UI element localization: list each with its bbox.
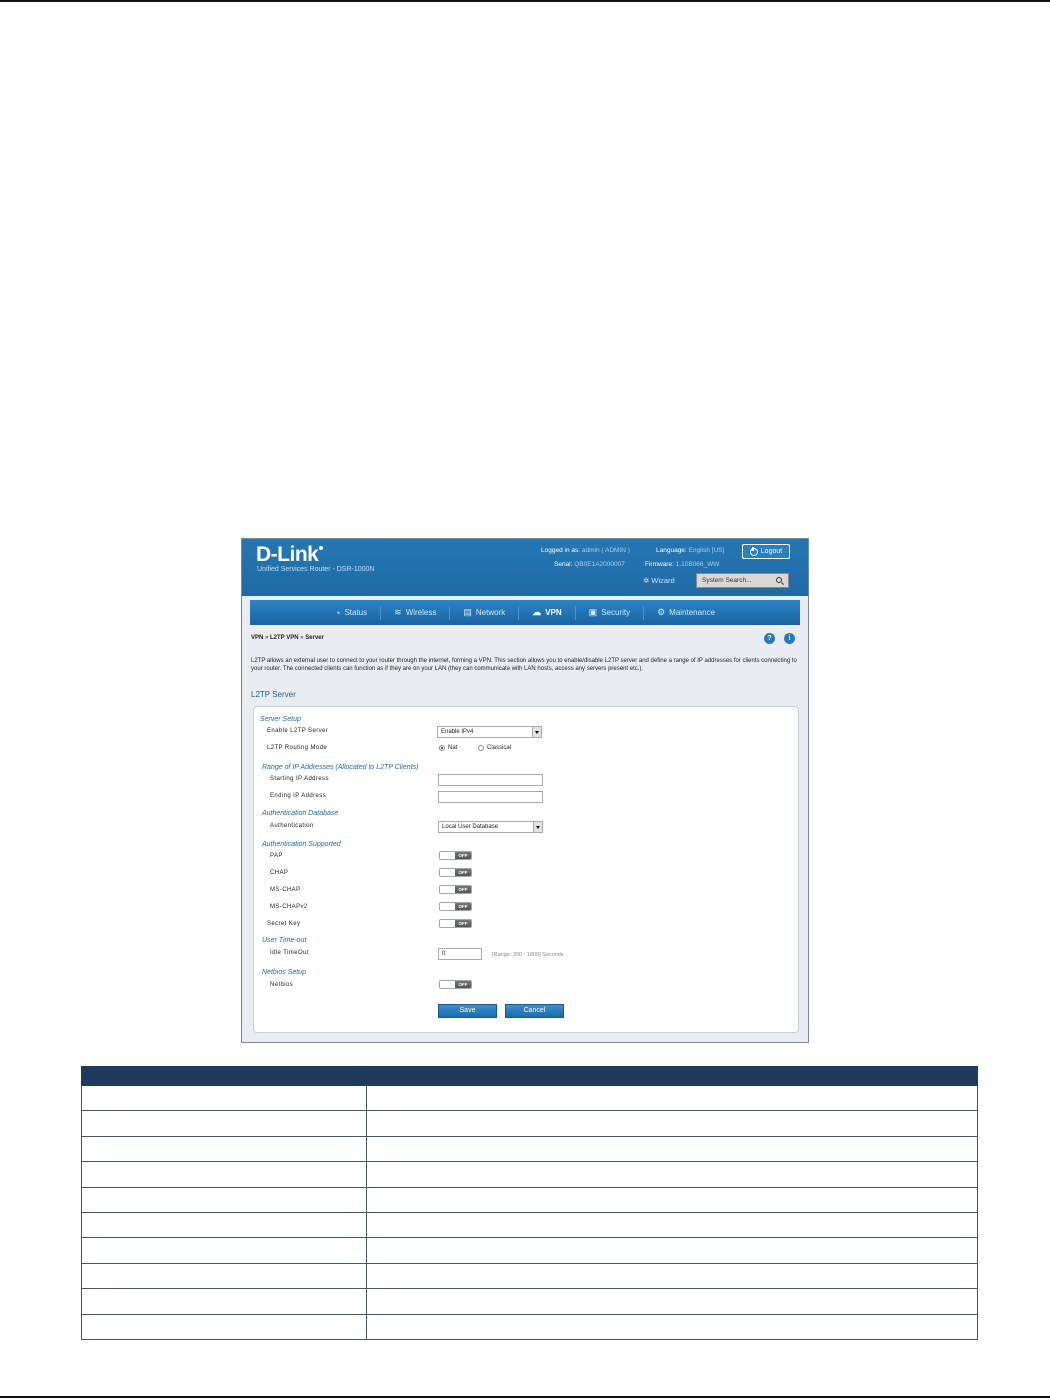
table-cell bbox=[367, 1086, 978, 1111]
l2tp-server-panel bbox=[253, 706, 799, 1033]
chap-toggle[interactable]: OFF bbox=[439, 868, 472, 877]
gear-icon: ⚙ bbox=[657, 607, 666, 617]
table-cell bbox=[367, 1162, 978, 1187]
table-cell bbox=[367, 1238, 978, 1263]
nav-status[interactable]: ◔ Status bbox=[322, 606, 381, 620]
table-header-cell bbox=[82, 1067, 367, 1086]
netbios-heading: Netbios Setup bbox=[262, 969, 306, 976]
auth-database-heading: Authentication Database bbox=[262, 810, 339, 817]
table-row bbox=[82, 1111, 978, 1136]
breadcrumb: VPN » L2TP VPN » Server bbox=[251, 635, 324, 641]
help-icon[interactable]: ? bbox=[764, 633, 775, 644]
main-nav bbox=[250, 600, 800, 625]
chap-label: CHAP bbox=[270, 870, 289, 876]
table-row bbox=[82, 1162, 978, 1187]
idle-timeout-label: Idle TimeOut bbox=[270, 950, 309, 956]
table-cell bbox=[367, 1289, 978, 1314]
top-rule bbox=[0, 0, 1050, 2]
cancel-button[interactable]: Cancel bbox=[505, 1004, 564, 1018]
table-row bbox=[82, 1289, 978, 1314]
nav-wireless[interactable]: ≋ Wireless bbox=[381, 606, 450, 620]
power-icon bbox=[750, 548, 758, 556]
chevron-down-icon bbox=[533, 822, 542, 832]
table-cell bbox=[82, 1111, 367, 1136]
table-cell bbox=[82, 1136, 367, 1161]
network-icon: ▤ bbox=[463, 607, 472, 617]
table-row bbox=[82, 1086, 978, 1111]
ip-range-heading: Range of IP Addresses (Allocated to L2TP Clients) bbox=[262, 764, 419, 771]
starting-ip-label: Starting IP Address bbox=[270, 776, 329, 782]
table-row bbox=[82, 1238, 978, 1263]
product-name: Unified Services Router - DSR-1000N bbox=[257, 566, 375, 573]
router-screenshot bbox=[241, 538, 809, 1043]
lock-icon: ▣ bbox=[588, 607, 598, 617]
starting-ip-input[interactable] bbox=[438, 774, 543, 786]
section-title: L2TP Server bbox=[251, 690, 296, 699]
netbios-label: Netbios bbox=[270, 982, 294, 988]
nav-maintenance[interactable]: ⚙ Maintenance bbox=[657, 607, 715, 617]
breadcrumb-l2tp[interactable]: L2TP VPN bbox=[270, 635, 299, 641]
ending-ip-label: Ending IP Address bbox=[270, 793, 327, 799]
secret-key-toggle[interactable]: OFF bbox=[439, 919, 472, 928]
server-setup-heading: Server Setup bbox=[260, 716, 301, 723]
table-row bbox=[82, 1187, 978, 1212]
table-cell bbox=[367, 1212, 978, 1237]
bottom-rule bbox=[0, 1396, 1050, 1398]
breadcrumb-server: Server bbox=[305, 635, 324, 641]
serial-info: Serial: QB0E1A2000007 bbox=[554, 561, 625, 568]
firmware-info: Firmware: 1.10B066_WW bbox=[645, 561, 720, 568]
pap-toggle[interactable]: OFF bbox=[439, 851, 472, 860]
idle-timeout-hint: [Range: 300 - 1800] Seconds bbox=[492, 952, 564, 958]
language-info[interactable]: Language: English [US] bbox=[656, 547, 725, 554]
auth-supported-heading: Authentication Supported bbox=[262, 841, 341, 848]
system-search-input[interactable]: System Search... bbox=[696, 573, 789, 588]
wifi-icon: ≋ bbox=[394, 607, 402, 617]
table-cell bbox=[367, 1136, 978, 1161]
description-table bbox=[81, 1066, 978, 1340]
enable-l2tp-label: Enable L2TP Server bbox=[267, 728, 329, 734]
table-cell bbox=[82, 1238, 367, 1263]
authentication-select[interactable]: Local User Database bbox=[438, 821, 543, 833]
wizard-link[interactable]: ✲ Wizard bbox=[643, 576, 675, 585]
table-cell bbox=[82, 1289, 367, 1314]
authentication-label: Authentication bbox=[270, 823, 314, 829]
idle-timeout-input[interactable]: 0 bbox=[438, 948, 482, 960]
routing-classical-radio[interactable]: Classical bbox=[478, 745, 511, 751]
enable-l2tp-select[interactable]: Enable IPv4 bbox=[437, 726, 542, 738]
table-cell bbox=[367, 1187, 978, 1212]
mschap-toggle[interactable]: OFF bbox=[439, 885, 472, 894]
dlink-logo: D-Link bbox=[256, 543, 322, 567]
ending-ip-input[interactable] bbox=[438, 791, 543, 803]
table-cell bbox=[82, 1162, 367, 1187]
netbios-toggle[interactable]: OFF bbox=[439, 980, 472, 989]
chevron-down-icon bbox=[532, 727, 541, 737]
table-header-row bbox=[82, 1067, 978, 1086]
table-cell bbox=[82, 1086, 367, 1111]
table-row bbox=[82, 1263, 978, 1288]
pap-label: PAP bbox=[270, 853, 283, 859]
nav-security[interactable]: ▣ Security bbox=[576, 606, 644, 620]
table-cell bbox=[82, 1212, 367, 1237]
table-cell bbox=[367, 1263, 978, 1288]
secret-key-label: Secret Key bbox=[267, 921, 301, 927]
routing-mode-label: L2TP Routing Mode bbox=[267, 745, 328, 751]
breadcrumb-vpn[interactable]: VPN bbox=[251, 635, 264, 641]
table-cell bbox=[82, 1263, 367, 1288]
routing-nat-radio[interactable]: Nat bbox=[439, 745, 457, 751]
table-cell bbox=[82, 1314, 367, 1339]
search-icon[interactable] bbox=[776, 577, 782, 583]
mschapv2-label: MS-CHAPv2 bbox=[270, 904, 308, 910]
logout-button[interactable]: Logout bbox=[742, 544, 790, 559]
table-row bbox=[82, 1136, 978, 1161]
table-row bbox=[82, 1314, 978, 1339]
info-icon[interactable]: i bbox=[784, 633, 795, 644]
nav-network[interactable]: ▤ Network bbox=[450, 606, 519, 620]
table-cell bbox=[367, 1314, 978, 1339]
save-button[interactable]: Save bbox=[438, 1004, 497, 1018]
logged-in-info: Logged in as: admin ( ADMIN ) bbox=[541, 547, 630, 554]
mschap-label: MS-CHAP bbox=[270, 887, 301, 893]
mschapv2-toggle[interactable]: OFF bbox=[439, 902, 472, 911]
gauge-icon: ◔ bbox=[335, 607, 341, 618]
table-cell bbox=[367, 1111, 978, 1136]
nav-vpn[interactable]: ☁ VPN bbox=[519, 606, 575, 620]
table-header-cell bbox=[367, 1067, 978, 1086]
table-cell bbox=[82, 1187, 367, 1212]
cloud-icon: ☁ bbox=[532, 607, 542, 617]
user-timeout-heading: User Time-out bbox=[262, 937, 307, 944]
header-bar bbox=[242, 539, 808, 596]
table-row bbox=[82, 1212, 978, 1237]
wand-icon: ✲ bbox=[643, 576, 650, 585]
page-description: L2TP allows an external user to connect to your router through the internet, forming a VPN. This section allows you to enable/disable L2TP server and define a range of IP addresses for clients connecting to your router. The connected clients can function as if they are on your LAN (they can communicate with LAN hosts, access any servers present etc.). bbox=[251, 658, 797, 672]
